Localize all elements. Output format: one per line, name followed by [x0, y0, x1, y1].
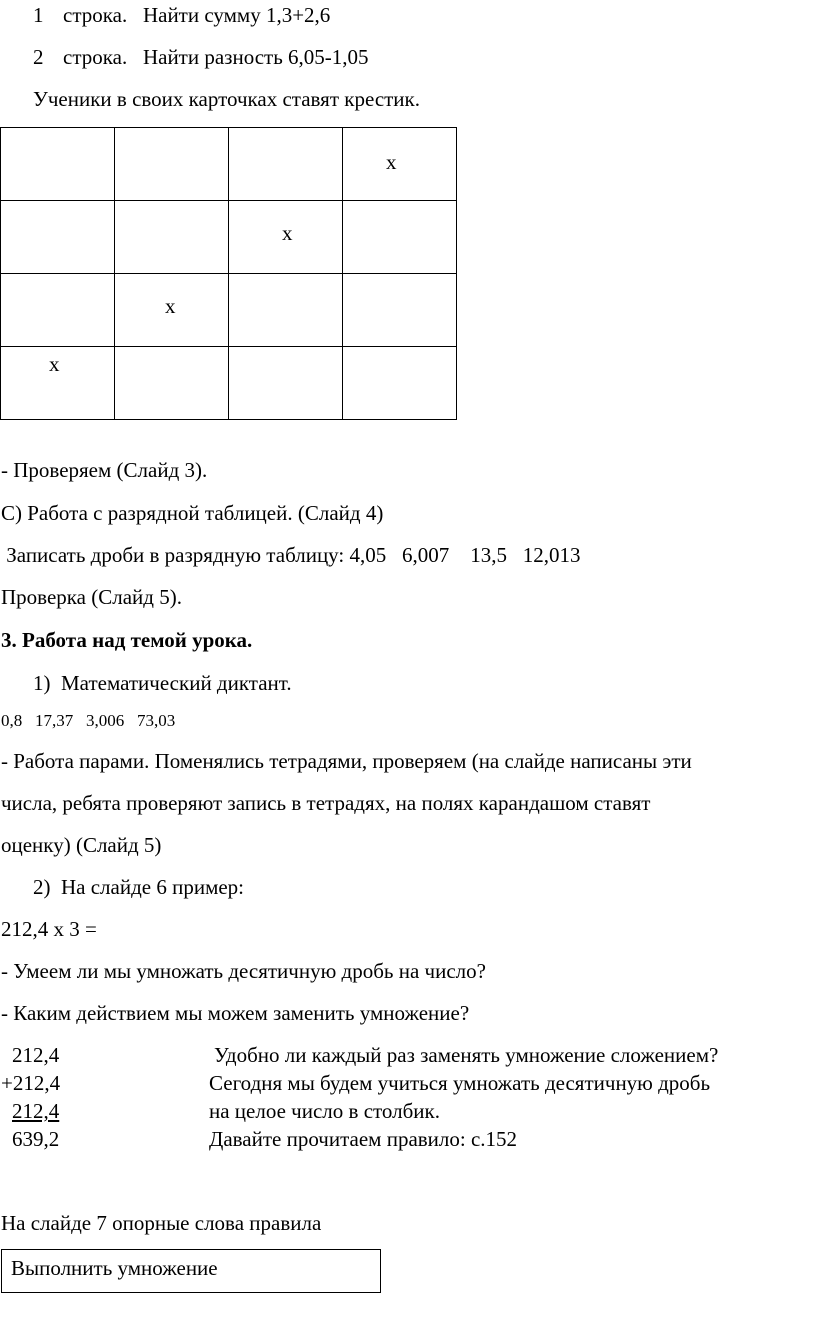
example-expression: 212,4 х 3 = [1, 917, 97, 941]
grid-row [1, 347, 457, 420]
grid-cell [229, 128, 343, 201]
grid-cell [343, 128, 457, 201]
addition-line-3: 212,4 [12, 1099, 60, 1123]
task-row-2-text: строка. Найти разность 6,05-1,05 [63, 45, 369, 69]
pairs-text-line-2: числа, ребята проверяют запись в тетрадях, на полях карандашом ставят [1, 791, 651, 815]
grid-cell [343, 201, 457, 274]
grid-cell [1, 347, 115, 420]
addition-result: 639,2 [12, 1127, 60, 1151]
check-slide-5: Проверка (Слайд 5). [1, 585, 182, 609]
students-line: Ученики в своих карточках ставят крестик. [33, 87, 421, 111]
item-1-dictation: 1) Математический диктант. [33, 671, 292, 695]
grid-cell [1, 128, 115, 201]
grid-cell [229, 347, 343, 420]
grid-row [1, 128, 457, 201]
check-slide-3: - Проверяем (Слайд 3). [1, 458, 208, 482]
dictation-numbers: 0,8 17,37 3,006 73,03 [1, 711, 176, 730]
section-c-heading: С) Работа с разрядной таблицей. (Слайд 4) [1, 501, 384, 525]
grid-cell [343, 274, 457, 347]
cross-mark: х [282, 221, 293, 245]
right-text-line-1: Удобно ли каждый раз заменять умножение сложением? [214, 1043, 719, 1067]
addition-line-1: 212,4 [12, 1043, 60, 1067]
right-text-line-2: Сегодня мы будем учиться умножать десятичную дробь [209, 1071, 711, 1095]
task-row-2 [33, 47, 369, 68]
grid-cell [343, 347, 457, 420]
task-row-1 [33, 5, 330, 26]
slide-7-line: На слайде 7 опорные слова правила [1, 1211, 322, 1235]
grid-row [1, 274, 457, 347]
task-row-1-text: строка. Найти сумму 1,3+2,6 [63, 3, 331, 27]
question-1: - Умеем ли мы умножать десятичную дробь на число? [1, 959, 486, 983]
cross-mark: х [165, 294, 176, 318]
grid-cell [1, 201, 115, 274]
grid-cell [1, 274, 115, 347]
section-3-heading: 3. Работа над темой урока. [1, 628, 253, 652]
rule-keyword-text: Выполнить умножение [11, 1256, 218, 1280]
rule-keyword-box [1, 1249, 381, 1293]
item-2-example: 2) На слайде 6 пример: [33, 875, 245, 899]
cross-mark: х [49, 352, 60, 376]
grid-cell [115, 201, 229, 274]
grid-cell [115, 347, 229, 420]
question-2: - Каким действием мы можем заменить умножение? [1, 1001, 470, 1025]
cross-grid [0, 127, 457, 420]
task-row-2-number: 2 [33, 45, 44, 69]
right-text-line-3: на целое число в столбик. [209, 1099, 440, 1123]
write-fractions-line: Записать дроби в разрядную таблицу: 4,05 6,007 13,5 12,013 [1, 543, 581, 567]
addition-line-2: +212,4 [1, 1071, 61, 1095]
grid-cell [115, 128, 229, 201]
cross-mark: х [386, 150, 397, 174]
grid-cell [115, 274, 229, 347]
grid-cell [229, 274, 343, 347]
pairs-text-line-3: оценку) (Слайд 5) [1, 833, 162, 857]
pairs-text-line-1: - Работа парами. Поменялись тетрадями, проверяем (на слайде написаны эти [1, 749, 692, 773]
grid-row [1, 201, 457, 274]
task-row-1-number: 1 [33, 3, 44, 27]
grid-cell [229, 201, 343, 274]
right-text-line-4: Давайте прочитаем правило: с.152 [209, 1127, 518, 1151]
